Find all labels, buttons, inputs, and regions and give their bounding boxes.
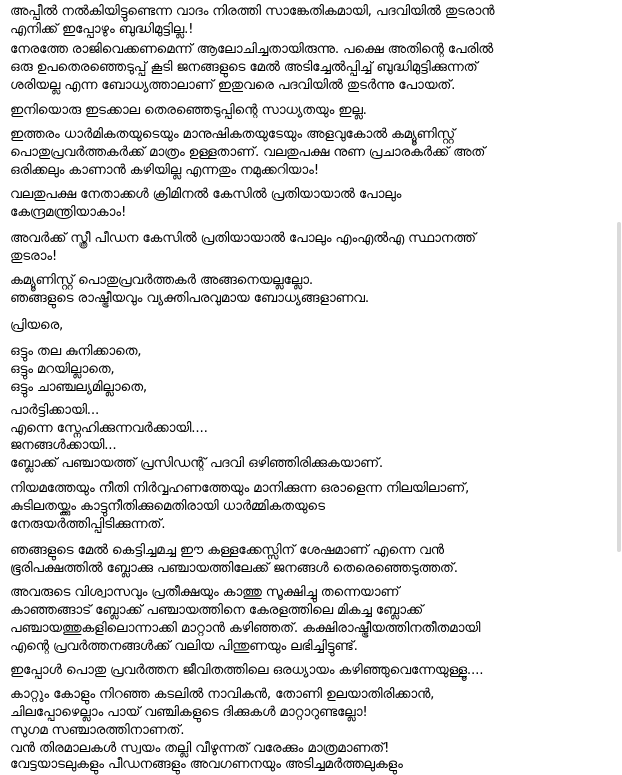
text-line: കേന്ദ്രമന്ത്രിയാകാം! [10, 204, 127, 220]
text-line: ശരിയല്ല എന്ന ബോധ്യത്താലാണ് ഇതുവരെ പദവിയിൽ തുടർന്നു പോയത്. [10, 77, 456, 93]
text-line: ചിലപ്പോഴെല്ലാം പായ് വഞ്ചികളുടെ ദിക്കുകൾ മാറ്റാറുണ്ടല്ലോ! [10, 704, 368, 720]
text-line: ബ്ലോക്ക് പഞ്ചായത്ത് പ്രസിഡന്റ് പദവി ഒഴിഞ്ഞിരിക്കുകയാണ്. [10, 455, 384, 471]
text-line: ഇനിയൊരു ഇടക്കാല തെരഞ്ഞെടുപ്പിന്റെ സാധ്യതയും ഇല്ല. [10, 102, 367, 118]
scrollbar-thumb[interactable] [617, 222, 621, 552]
text-line: പാർട്ടിക്കായി... [10, 402, 100, 418]
text-line: നേരത്തേ രാജിവെക്കണമെന്ന് ആലോചിച്ചതായിരുന്നു. പക്ഷെ അതിന്റെ പേരിൽ [10, 41, 494, 57]
text-line: ജനങ്ങൾക്കായി... [10, 437, 117, 453]
text-line: ഭൂരിപക്ഷത്തിൽ ബ്ലോക്കു പഞ്ചായത്തിലേക്ക് ജനങ്ങൾ തെരെഞ്ഞെടുത്തത്. [10, 560, 458, 576]
text-line: എനിക്ക് ഇപ്പോഴും ബുദ്ധിമുട്ടില്ല.! [10, 21, 194, 37]
text-line: ഇപ്പോൾ പൊതു പ്രവർത്തന ജീവിതത്തിലെ ഒരധ്യായം കഴിഞ്ഞുവെന്നേയുള്ളൂ.... [10, 662, 484, 678]
text-line: ഒരു ഉപതെരഞ്ഞെടുപ്പ് കൂടി ജനങ്ങളുടെ മേൽ അടിച്ചേൽപ്പിച്ച് ബുദ്ധിമുട്ടിക്കുന്നത് [10, 59, 478, 75]
text-line: കാഞ്ഞങ്ങാട് ബ്ലോക്ക് പഞ്ചായത്തിനെ കേരളത്തിലെ മികച്ച ബ്ലോക്ക് [10, 602, 424, 618]
text-line: കാറ്റും കോളും നിറഞ്ഞ കടലിൽ നാവികൻ, തോണി ഉലയാതിരിക്കാൻ, [10, 686, 435, 702]
text-line: നേരുയർത്തിപ്പിടിക്കുന്നത്. [10, 516, 166, 532]
text-line: ഇത്തരം ധാർമികതയുടെയും മാനുഷികതയുടേയും അളവുകോൽ കമ്യൂണിസ്റ്റ് [10, 126, 455, 142]
text-line: ഒരിക്കലും കാണാൻ കഴിയില്ല എന്നതും നമുക്കറിയാം! [10, 162, 319, 178]
text-line: പ്രിയരെ, [10, 317, 64, 333]
text-line: നിയമത്തേയും നീതി നിർവ്വഹണത്തേയും മാനിക്കുന്ന ഒരാളെന്ന നിലയിലാണ്, [10, 480, 470, 496]
text-line: സുഗമ സഞ്ചാരത്തിനാണത്. [10, 722, 185, 738]
text-line: ഒട്ടും ചാഞ്ചല്യമില്ലാതെ, [10, 379, 147, 395]
text-line: എന്നെ സ്നേഹിക്കുന്നവർക്കായി.... [10, 420, 208, 436]
text-line: അപ്പീൽ നൽകിയിട്ടുണ്ടെന്ന വാദം നിരത്തി സാങ്കേതികമായി, പദവിയിൽ തുടരാൻ [10, 3, 495, 19]
text-line: ഒട്ടും മറയില്ലാതെ, [10, 361, 115, 377]
text-line: വലതുപക്ഷ നേതാക്കൾ ക്രിമിനൽ കേസിൽ പ്രതിയായാൽ പോലും [10, 186, 402, 202]
text-line: പൊതുപ്രവർത്തകർക്ക് മാത്രം ഉള്ളതാണ്. വലതുപക്ഷ നുണ പ്രചാരകർക്ക് അത് [10, 144, 486, 160]
vertical-scrollbar[interactable] [616, 0, 622, 775]
text-line: ഞങ്ങളുടെ രാഷ്ട്രീയവും വ്യക്തിപരവുമായ ബോധ്യങ്ങളാണവ. [10, 290, 369, 306]
text-line: കുടിലതയ്ക്കും കാട്ടുനീതിക്കുമെതിരായി ധാർമ്മികതയുടെ [10, 498, 325, 514]
text-line: തുടരാം! [10, 248, 58, 264]
text-line: പഞ്ചായത്തുകളിലൊന്നാക്കി മാറ്റാൻ കഴിഞ്ഞത്. കക്ഷിരാഷ്ട്രീയത്തിനതീതമായി [10, 620, 481, 636]
text-line: ഒട്ടും തല കുനിക്കാതെ, [10, 343, 142, 359]
text-line: അവർക്ക് സ്ത്രീ പീഡന കേസിൽ പ്രതിയായാൽ പോലും എംഎൽഎ സ്ഥാനത്ത് [10, 230, 476, 246]
text-line: ഞങ്ങളുടെ മേൽ കെട്ടിച്ചമച്ച ഈ കള്ളക്കേസ്സിന് ശേഷമാണ് എന്നെ വൻ [10, 542, 444, 558]
text-line: വൻ തിരമാലകൾ സ്വയം തല്ലി വീഴുന്നത് വരേക്കും മാത്രമാണത്! [10, 740, 390, 756]
text-line: അവരുടെ വിശ്വാസവും പ്രതീക്ഷയും കാത്തു സൂക്ഷിച്ചു തന്നെയാണ് [10, 584, 400, 600]
text-line: എന്റെ പ്രവർത്തനങ്ങൾക്ക് വലിയ പിന്തുണയും ലഭിച്ചിട്ടുണ്ട്. [10, 638, 358, 654]
text-line: വേട്ടയാടലുകളും പീഡനങ്ങളും അവഗണനയും അടിച്ചമർത്തലുകളും [10, 756, 403, 772]
text-line: കമ്യൂണിസ്റ്റ് പൊതുപ്രവർത്തകർ അങ്ങനെയല്ലല്ലോ. [10, 272, 314, 288]
